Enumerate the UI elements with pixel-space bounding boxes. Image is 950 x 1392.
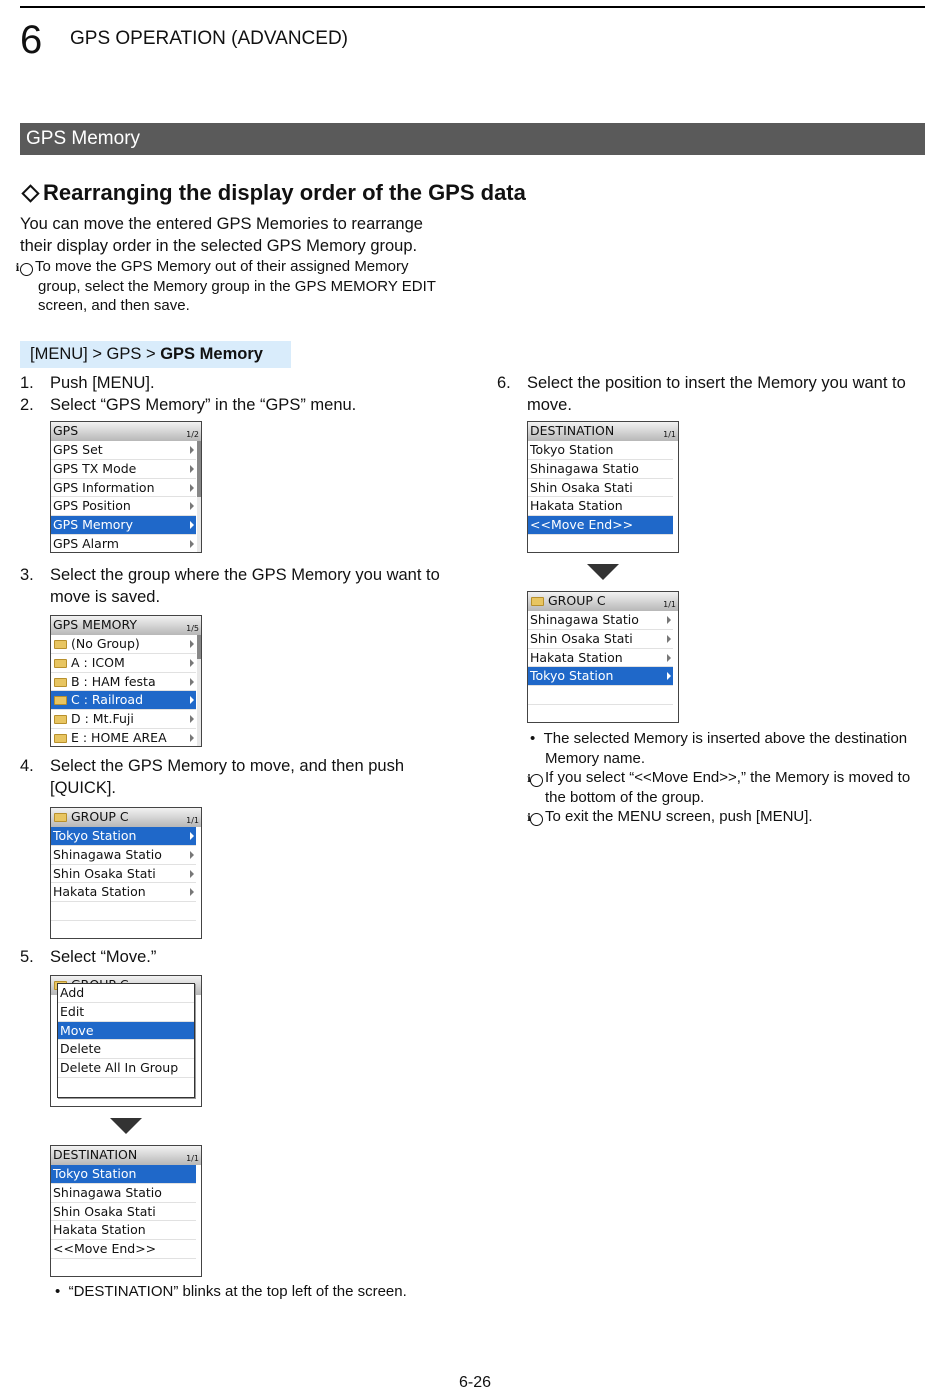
step-text: Select the GPS Memory to move, and then push [QUICK]. (50, 757, 405, 797)
lcd-destination-1 (50, 1145, 202, 1277)
step-text: Select “GPS Memory” in the “GPS” menu. (50, 396, 357, 414)
lcd-page: 1/1 (663, 600, 676, 609)
menu-item-add[interactable]: Add (58, 984, 194, 1003)
note-text: If you select “<<Move End>>,” the Memory is moved to the bottom of the group. (545, 769, 911, 806)
lcd-gps-memory (50, 615, 202, 747)
page-number: 6-26 (458, 1374, 492, 1391)
chevron-right-icon (667, 654, 671, 662)
list-item-selected[interactable]: Tokyo Station (528, 667, 673, 686)
chevron-right-icon (190, 832, 194, 840)
menu-item-edit[interactable]: Edit (58, 1003, 194, 1022)
lcd-header (51, 422, 201, 441)
menu-path (20, 341, 291, 368)
lcd-title: GPS (53, 423, 79, 438)
folder-icon (531, 597, 544, 606)
chevron-right-icon (667, 635, 671, 643)
note-move-end (527, 768, 925, 807)
arrow-down-icon (587, 564, 619, 580)
scrollbar[interactable] (197, 441, 201, 553)
info-icon: i (20, 263, 33, 276)
lcd-title: DESTINATION (53, 1147, 138, 1162)
step-number: 5. (20, 948, 34, 966)
intro-text: You can move the entered GPS Memories to rearrange their display order in the selected GPS Memory group. (20, 215, 423, 255)
step-2 (20, 395, 440, 417)
lcd-page: 1/1 (186, 1154, 199, 1163)
step-3 (20, 565, 440, 608)
lcd-group-c (50, 807, 202, 939)
folder-icon (54, 640, 67, 649)
list-item[interactable]: Shinagawa Statio (51, 846, 196, 865)
note-text: “DESTINATION” blinks at the top left of the screen. (68, 1283, 407, 1300)
intro-note-text: To move the GPS Memory out of their assigned Memory group, select the Memory group in the GPS MEMORY EDIT screen, and then save. (35, 258, 436, 314)
note-exit (527, 807, 925, 827)
folder-icon (54, 696, 67, 705)
lcd-title: GROUP C (71, 809, 129, 824)
lcd-page: 1/1 (186, 816, 199, 825)
chevron-right-icon (190, 870, 194, 878)
menu-item-delete-all[interactable]: Delete All In Group (58, 1059, 194, 1078)
chevron-right-icon (667, 616, 671, 624)
list-item-empty (528, 686, 673, 705)
lcd-title: GPS MEMORY (53, 617, 137, 632)
info-icon: i (530, 774, 543, 787)
heading-text: Rearranging the display order of the GPS data (43, 180, 526, 205)
list-item[interactable]: Shinagawa Statio (51, 1184, 196, 1203)
list-item[interactable]: GPS Information (51, 479, 196, 498)
menu-item-move[interactable]: Move (58, 1022, 194, 1041)
chevron-right-icon (190, 446, 194, 454)
chevron-right-icon (190, 484, 194, 492)
note-destination-blink: • “DESTINATION” blinks at the top left of the screen. (55, 1283, 407, 1300)
list-item[interactable]: GPS Set (51, 441, 196, 460)
folder-icon (54, 715, 67, 724)
list-item[interactable]: Hakata Station (528, 497, 673, 516)
chevron-right-icon (190, 696, 194, 704)
list-item[interactable]: Hakata Station (51, 883, 196, 902)
chevron-right-icon (190, 888, 194, 896)
list-item-selected[interactable]: GPS Memory (51, 516, 196, 535)
list-item[interactable]: Shin Osaka Stati (528, 479, 673, 498)
step-text: Select the position to insert the Memory you want to move. (527, 374, 906, 414)
intro-block (15, 214, 440, 316)
lcd-header (51, 808, 201, 827)
lcd-title: DESTINATION (530, 423, 615, 438)
info-icon: i (530, 813, 543, 826)
list-item[interactable]: E : HOME AREA (51, 729, 196, 747)
chevron-right-icon (190, 640, 194, 648)
lcd-header (51, 1146, 201, 1165)
quick-menu-popup (57, 983, 195, 1098)
list-item[interactable]: Hakata Station (51, 1221, 196, 1240)
list-item-empty (51, 902, 196, 921)
chevron-right-icon (190, 678, 194, 686)
scrollbar-thumb[interactable] (197, 441, 201, 497)
list-item[interactable]: GPS Alarm (51, 535, 196, 553)
step-text: Push [MENU]. (50, 374, 155, 392)
lcd-page: 1/1 (663, 430, 676, 439)
step-number: 1. (20, 374, 34, 392)
lcd-header (528, 592, 678, 611)
intro-note (15, 257, 440, 316)
lcd-page: 1/2 (186, 430, 199, 439)
list-item-selected[interactable]: Tokyo Station (51, 1165, 196, 1184)
step-number: 2. (20, 396, 34, 414)
list-item[interactable]: B : HAM festa (51, 673, 196, 692)
list-item[interactable]: A : ICOM (51, 654, 196, 673)
folder-icon (54, 678, 67, 687)
section-heading (20, 180, 526, 206)
chapter-number: 6 (20, 18, 43, 62)
step-5 (20, 947, 440, 969)
top-rule (20, 6, 925, 8)
notes-block (527, 729, 925, 827)
folder-icon (54, 659, 67, 668)
list-item[interactable]: Shin Osaka Stati (51, 865, 196, 884)
step-text: Select “Move.” (50, 948, 157, 966)
chevron-right-icon (190, 502, 194, 510)
arrow-down-icon (110, 1118, 142, 1134)
list-item[interactable]: Shinagawa Statio (528, 611, 673, 630)
scrollbar[interactable] (197, 635, 201, 747)
list-item[interactable]: Hakata Station (528, 649, 673, 668)
menu-item-delete[interactable]: Delete (58, 1040, 194, 1059)
lcd-destination-2 (527, 421, 679, 553)
lcd-group-c-after (527, 591, 679, 723)
folder-icon (54, 813, 67, 822)
step-number: 4. (20, 757, 34, 775)
chevron-right-icon (190, 734, 194, 742)
chevron-right-icon (190, 715, 194, 723)
scrollbar-thumb[interactable] (197, 635, 201, 659)
list-item[interactable]: Shinagawa Statio (528, 460, 673, 479)
step-4 (20, 756, 440, 799)
chevron-right-icon (190, 659, 194, 667)
note-inserted: • The selected Memory is inserted above the destination Memory name. (530, 730, 908, 767)
diamond-icon (21, 184, 39, 202)
chevron-right-icon (190, 521, 194, 529)
folder-icon (54, 734, 67, 743)
list-item[interactable]: GPS Position (51, 497, 196, 516)
menu-path-prefix: [MENU] > GPS > (30, 345, 161, 363)
section-title: GPS Memory (20, 123, 925, 155)
list-item[interactable]: <<Move End>> (51, 1240, 196, 1259)
note-text: The selected Memory is inserted above the destination Memory name. (543, 730, 908, 767)
chevron-right-icon (190, 851, 194, 859)
note-text: To exit the MENU screen, push [MENU]. (545, 808, 813, 825)
list-item[interactable]: Shin Osaka Stati (528, 630, 673, 649)
step-1 (20, 373, 440, 395)
list-item[interactable]: Tokyo Station (528, 441, 673, 460)
step-6 (497, 373, 925, 416)
step-number: 3. (20, 566, 34, 584)
list-item[interactable]: Shin Osaka Stati (51, 1203, 196, 1222)
chevron-right-icon (667, 672, 671, 680)
list-item-selected[interactable]: Tokyo Station (51, 827, 196, 846)
chevron-right-icon (190, 540, 194, 548)
menu-path-bold: GPS Memory (160, 345, 263, 363)
lcd-gps-menu (50, 421, 202, 553)
lcd-title: GROUP C (548, 593, 606, 608)
lcd-header (51, 616, 201, 635)
list-item-selected[interactable]: <<Move End>> (528, 516, 673, 535)
list-item[interactable]: GPS TX Mode (51, 460, 196, 479)
step-number: 6. (497, 374, 511, 392)
list-item[interactable]: (No Group) (51, 635, 196, 654)
step-text: Select the group where the GPS Memory you want to move is saved. (50, 566, 440, 606)
list-item[interactable]: D : Mt.Fuji (51, 710, 196, 729)
lcd-quick-menu (50, 975, 202, 1107)
lcd-header (528, 422, 678, 441)
lcd-page: 1/5 (186, 624, 199, 633)
list-item-selected[interactable]: C : Railroad (51, 691, 196, 710)
chapter-title: GPS OPERATION (ADVANCED) (70, 28, 348, 49)
chevron-right-icon (190, 465, 194, 473)
